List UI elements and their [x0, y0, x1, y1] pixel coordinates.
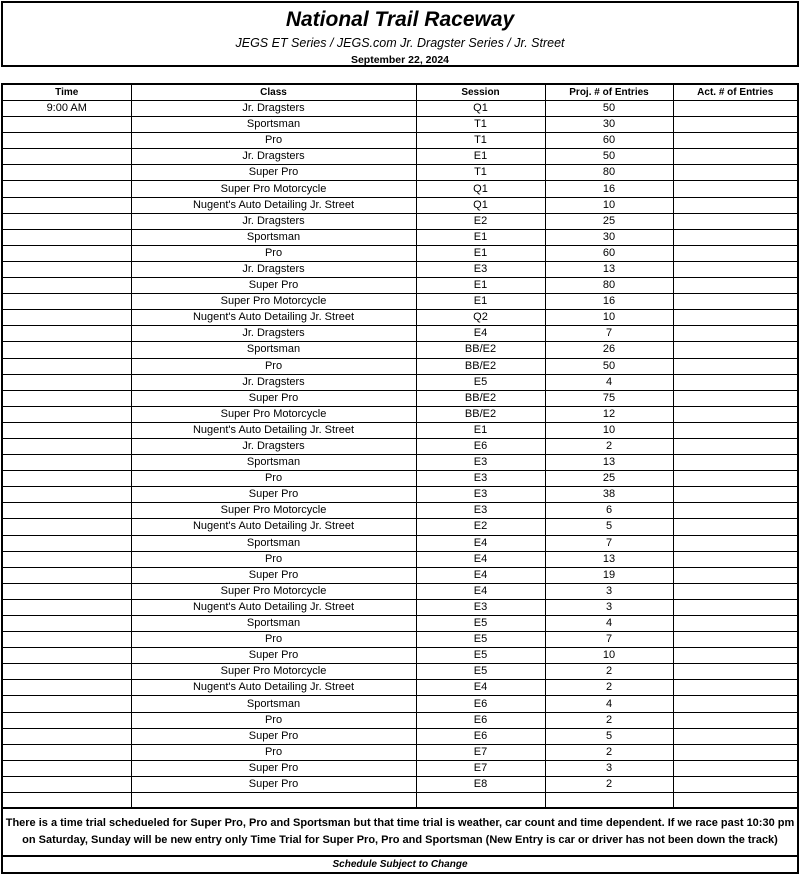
cell-class: Super Pro: [131, 728, 416, 744]
table-row: [3, 567, 797, 583]
cell-session: E3: [416, 503, 545, 519]
table-row: [3, 664, 797, 680]
cell-act-entries: [673, 567, 797, 583]
table-row: [3, 342, 797, 358]
cell-act-entries: [673, 487, 797, 503]
cell-time: [3, 616, 131, 632]
cell-act-entries: [673, 744, 797, 760]
cell-session: T1: [416, 165, 545, 181]
cell-session: Q1: [416, 181, 545, 197]
cell-time: [3, 728, 131, 744]
cell-session: E5: [416, 616, 545, 632]
cell-act-entries: [673, 583, 797, 599]
table-row: [3, 551, 797, 567]
cell-proj-entries: 75: [545, 390, 673, 406]
cell-class: Super Pro: [131, 648, 416, 664]
cell-act-entries: [673, 358, 797, 374]
cell-session: Q1: [416, 101, 545, 117]
cell-proj-entries: 26: [545, 342, 673, 358]
cell-act-entries: [673, 551, 797, 567]
cell-class: Super Pro: [131, 165, 416, 181]
table-row: [3, 487, 797, 503]
schedule-disclaimer: Schedule Subject to Change: [332, 859, 468, 870]
cell-act-entries: [673, 149, 797, 165]
cell-act-entries: [673, 616, 797, 632]
cell-session: E3: [416, 455, 545, 471]
table-row: [3, 744, 797, 760]
cell-act-entries: [673, 326, 797, 342]
cell-time: [3, 326, 131, 342]
schedule-body: [3, 101, 797, 809]
cell-proj-entries: 7: [545, 535, 673, 551]
cell-proj-entries: 10: [545, 197, 673, 213]
table-row: [3, 213, 797, 229]
cell-session: E8: [416, 776, 545, 792]
cell-act-entries: [673, 374, 797, 390]
table-row: [3, 326, 797, 342]
cell-act-entries: [673, 519, 797, 535]
cell-class: Jr. Dragsters: [131, 326, 416, 342]
cell-time: [3, 294, 131, 310]
cell-session: E2: [416, 213, 545, 229]
cell-act-entries: [673, 680, 797, 696]
cell-time: [3, 197, 131, 213]
cell-time: [3, 165, 131, 181]
cell-session: T1: [416, 117, 545, 133]
cell-proj-entries: 2: [545, 712, 673, 728]
cell-class: Nugent's Auto Detailing Jr. Street: [131, 422, 416, 438]
cell-class: Super Pro: [131, 487, 416, 503]
cell-session: E1: [416, 294, 545, 310]
cell-proj-entries: 13: [545, 551, 673, 567]
cell-time: [3, 278, 131, 294]
cell-class: Pro: [131, 133, 416, 149]
table-row: [3, 455, 797, 471]
cell-session: E3: [416, 599, 545, 615]
table-row: [3, 648, 797, 664]
table-row: [3, 149, 797, 165]
cell-act-entries: [673, 712, 797, 728]
cell-act-entries: [673, 728, 797, 744]
cell-session: E3: [416, 261, 545, 277]
page-subtitle: JEGS ET Series / JEGS.com Jr. Dragster Series / Jr. Street: [235, 36, 565, 50]
cell-time: [3, 712, 131, 728]
cell-class: Pro: [131, 744, 416, 760]
cell-class: Sportsman: [131, 616, 416, 632]
cell-proj-entries: 4: [545, 374, 673, 390]
table-row: [3, 422, 797, 438]
note-line-1: There is a time trial schedueled for Super Pro, Pro and Sportsman but that time trial is weather, car count and time dependent. If we race past 10:30 pm: [5, 817, 795, 829]
cell-act-entries: [673, 213, 797, 229]
cell-act-entries: [673, 648, 797, 664]
cell-time: [3, 776, 131, 792]
cell-proj-entries: 4: [545, 696, 673, 712]
cell-session: T1: [416, 133, 545, 149]
cell-class: Super Pro Motorcycle: [131, 664, 416, 680]
cell-class: Super Pro Motorcycle: [131, 294, 416, 310]
cell-act-entries: [673, 310, 797, 326]
time-trial-note: [3, 807, 797, 857]
cell-act-entries: [673, 390, 797, 406]
cell-act-entries: [673, 664, 797, 680]
cell-proj-entries: 7: [545, 632, 673, 648]
cell-time: [3, 438, 131, 454]
cell-proj-entries: 16: [545, 181, 673, 197]
cell-class: Super Pro: [131, 776, 416, 792]
cell-act-entries: [673, 599, 797, 615]
cell-session: E5: [416, 664, 545, 680]
cell-class: Pro: [131, 632, 416, 648]
cell-time: [3, 245, 131, 261]
cell-class: Pro: [131, 551, 416, 567]
cell-class: Super Pro: [131, 567, 416, 583]
cell-time: [3, 744, 131, 760]
cell-session: E4: [416, 551, 545, 567]
cell-time: [3, 342, 131, 358]
cell-time: [3, 261, 131, 277]
cell-time: [3, 390, 131, 406]
cell-session: BB/E2: [416, 406, 545, 422]
cell-time: [3, 149, 131, 165]
cell-time: [3, 358, 131, 374]
cell-time: [3, 133, 131, 149]
cell-act-entries: [673, 535, 797, 551]
cell-class: Jr. Dragsters: [131, 438, 416, 454]
table-row: [3, 728, 797, 744]
cell-session: E7: [416, 744, 545, 760]
cell-session: E4: [416, 680, 545, 696]
column-header-act-entries: Act. # of Entries: [673, 85, 797, 101]
cell-time: [3, 535, 131, 551]
table-row: [3, 616, 797, 632]
cell-class: Jr. Dragsters: [131, 213, 416, 229]
cell-proj-entries: 10: [545, 310, 673, 326]
table-row: [3, 583, 797, 599]
cell-class: Super Pro: [131, 760, 416, 776]
cell-act-entries: [673, 197, 797, 213]
cell-class: Super Pro Motorcycle: [131, 583, 416, 599]
cell-time: [3, 696, 131, 712]
table-row: [3, 181, 797, 197]
event-date: September 22, 2024: [350, 54, 450, 66]
cell-session: Q1: [416, 197, 545, 213]
cell-class: Super Pro Motorcycle: [131, 181, 416, 197]
cell-proj-entries: 2: [545, 776, 673, 792]
cell-class: Nugent's Auto Detailing Jr. Street: [131, 599, 416, 615]
cell-time: [3, 455, 131, 471]
cell-session: BB/E2: [416, 358, 545, 374]
cell-time: [3, 422, 131, 438]
table-row: [3, 310, 797, 326]
cell-proj-entries: 60: [545, 245, 673, 261]
table-row: [3, 503, 797, 519]
cell-session: E5: [416, 632, 545, 648]
cell-session: E3: [416, 487, 545, 503]
cell-session: BB/E2: [416, 390, 545, 406]
table-row: [3, 535, 797, 551]
cell-act-entries: [673, 406, 797, 422]
cell-proj-entries: 38: [545, 487, 673, 503]
table-row: [3, 374, 797, 390]
cell-session: E1: [416, 229, 545, 245]
cell-proj-entries: 10: [545, 648, 673, 664]
cell-proj-entries: 50: [545, 358, 673, 374]
cell-session: E6: [416, 438, 545, 454]
cell-proj-entries: 80: [545, 278, 673, 294]
cell-proj-entries: 5: [545, 728, 673, 744]
cell-time: [3, 680, 131, 696]
cell-session: E7: [416, 760, 545, 776]
cell-act-entries: [673, 101, 797, 117]
cell-proj-entries: 2: [545, 438, 673, 454]
cell-session: BB/E2: [416, 342, 545, 358]
cell-act-entries: [673, 776, 797, 792]
cell-time: [3, 487, 131, 503]
cell-time: [3, 551, 131, 567]
table-row: [3, 294, 797, 310]
cell-time: [3, 503, 131, 519]
cell-session: E6: [416, 696, 545, 712]
header: [1, 1, 799, 67]
table-row: [3, 101, 797, 117]
table-row: [3, 117, 797, 133]
cell-act-entries: [673, 294, 797, 310]
cell-act-entries: [673, 503, 797, 519]
table-row: [3, 438, 797, 454]
column-header-class: Class: [131, 85, 416, 101]
table-row: [3, 519, 797, 535]
cell-class: Jr. Dragsters: [131, 261, 416, 277]
cell-proj-entries: 3: [545, 760, 673, 776]
cell-act-entries: [673, 245, 797, 261]
cell-class: Nugent's Auto Detailing Jr. Street: [131, 197, 416, 213]
cell-time: [3, 519, 131, 535]
cell-time: [3, 599, 131, 615]
cell-proj-entries: 3: [545, 599, 673, 615]
cell-class: Jr. Dragsters: [131, 149, 416, 165]
cell-proj-entries: 19: [545, 567, 673, 583]
cell-time: [3, 406, 131, 422]
column-header-proj-entries: Proj. # of Entries: [545, 85, 673, 101]
cell-time: [3, 648, 131, 664]
cell-session: E5: [416, 648, 545, 664]
cell-act-entries: [673, 438, 797, 454]
table-row: [3, 471, 797, 487]
cell-class: Sportsman: [131, 342, 416, 358]
cell-proj-entries: 30: [545, 117, 673, 133]
cell-class: Sportsman: [131, 455, 416, 471]
cell-act-entries: [673, 422, 797, 438]
cell-proj-entries: 80: [545, 165, 673, 181]
cell-proj-entries: 13: [545, 261, 673, 277]
cell-act-entries: [673, 696, 797, 712]
cell-class: Nugent's Auto Detailing Jr. Street: [131, 680, 416, 696]
table-row: [3, 358, 797, 374]
cell-proj-entries: 3: [545, 583, 673, 599]
column-header-session: Session: [416, 85, 545, 101]
cell-proj-entries: 2: [545, 744, 673, 760]
table-row: [3, 278, 797, 294]
cell-time: [3, 471, 131, 487]
cell-session: E4: [416, 583, 545, 599]
cell-class: Super Pro: [131, 278, 416, 294]
cell-act-entries: [673, 133, 797, 149]
cell-session: E4: [416, 326, 545, 342]
cell-act-entries: [673, 181, 797, 197]
cell-class: Pro: [131, 471, 416, 487]
table-row: [3, 776, 797, 792]
table-row: [3, 599, 797, 615]
cell-act-entries: [673, 165, 797, 181]
cell-class: Sportsman: [131, 117, 416, 133]
cell-time: [3, 117, 131, 133]
cell-time: [3, 310, 131, 326]
cell-time: 9:00 AM: [3, 101, 131, 117]
note-line-2: on Saturday, Sunday will be new entry only Time Trial for Super Pro, Pro and Sportsman (New Entry is car or driver has not been down the track): [22, 833, 778, 846]
cell-proj-entries: 10: [545, 422, 673, 438]
column-header-time: Time: [3, 85, 131, 101]
cell-session: E1: [416, 245, 545, 261]
cell-class: Pro: [131, 358, 416, 374]
cell-class: Jr. Dragsters: [131, 374, 416, 390]
cell-class: Super Pro: [131, 390, 416, 406]
table-row: [3, 245, 797, 261]
cell-time: [3, 181, 131, 197]
cell-proj-entries: 6: [545, 503, 673, 519]
table-row: [3, 696, 797, 712]
cell-class: Jr. Dragsters: [131, 101, 416, 117]
schedule-table: [3, 85, 797, 809]
cell-proj-entries: 60: [545, 133, 673, 149]
table-row: [3, 229, 797, 245]
cell-time: [3, 664, 131, 680]
table-row: [3, 261, 797, 277]
table-row: [3, 133, 797, 149]
cell-proj-entries: 50: [545, 149, 673, 165]
cell-proj-entries: 30: [545, 229, 673, 245]
cell-act-entries: [673, 760, 797, 776]
cell-proj-entries: 25: [545, 213, 673, 229]
cell-act-entries: [673, 278, 797, 294]
cell-act-entries: [673, 261, 797, 277]
cell-class: Pro: [131, 245, 416, 261]
table-header-row: [3, 85, 797, 101]
cell-proj-entries: 2: [545, 680, 673, 696]
cell-proj-entries: 7: [545, 326, 673, 342]
cell-session: E6: [416, 728, 545, 744]
cell-time: [3, 213, 131, 229]
cell-time: [3, 760, 131, 776]
table-row: [3, 406, 797, 422]
cell-class: Nugent's Auto Detailing Jr. Street: [131, 310, 416, 326]
schedule-panel: [1, 83, 799, 874]
table-row: [3, 632, 797, 648]
cell-act-entries: [673, 455, 797, 471]
cell-time: [3, 583, 131, 599]
cell-class: Pro: [131, 712, 416, 728]
cell-time: [3, 567, 131, 583]
cell-session: E1: [416, 422, 545, 438]
cell-proj-entries: 25: [545, 471, 673, 487]
page-title: National Trail Raceway: [285, 8, 515, 31]
table-row: [3, 197, 797, 213]
cell-time: [3, 229, 131, 245]
cell-class: Sportsman: [131, 229, 416, 245]
cell-proj-entries: 16: [545, 294, 673, 310]
cell-session: E4: [416, 535, 545, 551]
cell-proj-entries: 5: [545, 519, 673, 535]
cell-class: Sportsman: [131, 535, 416, 551]
cell-session: E3: [416, 471, 545, 487]
cell-session: E1: [416, 149, 545, 165]
cell-class: Super Pro Motorcycle: [131, 406, 416, 422]
cell-proj-entries: 2: [545, 664, 673, 680]
cell-class: Super Pro Motorcycle: [131, 503, 416, 519]
cell-proj-entries: 50: [545, 101, 673, 117]
table-row: [3, 760, 797, 776]
cell-session: E6: [416, 712, 545, 728]
cell-session: E2: [416, 519, 545, 535]
table-row: [3, 680, 797, 696]
table-row: [3, 712, 797, 728]
cell-proj-entries: 4: [545, 616, 673, 632]
cell-session: E1: [416, 278, 545, 294]
cell-act-entries: [673, 471, 797, 487]
cell-session: Q2: [416, 310, 545, 326]
cell-act-entries: [673, 117, 797, 133]
cell-time: [3, 374, 131, 390]
cell-class: Nugent's Auto Detailing Jr. Street: [131, 519, 416, 535]
cell-session: E4: [416, 567, 545, 583]
cell-proj-entries: 12: [545, 406, 673, 422]
cell-session: E5: [416, 374, 545, 390]
cell-act-entries: [673, 229, 797, 245]
cell-act-entries: [673, 632, 797, 648]
table-row: [3, 165, 797, 181]
cell-act-entries: [673, 342, 797, 358]
cell-time: [3, 632, 131, 648]
cell-proj-entries: 13: [545, 455, 673, 471]
cell-class: Sportsman: [131, 696, 416, 712]
table-row: [3, 390, 797, 406]
